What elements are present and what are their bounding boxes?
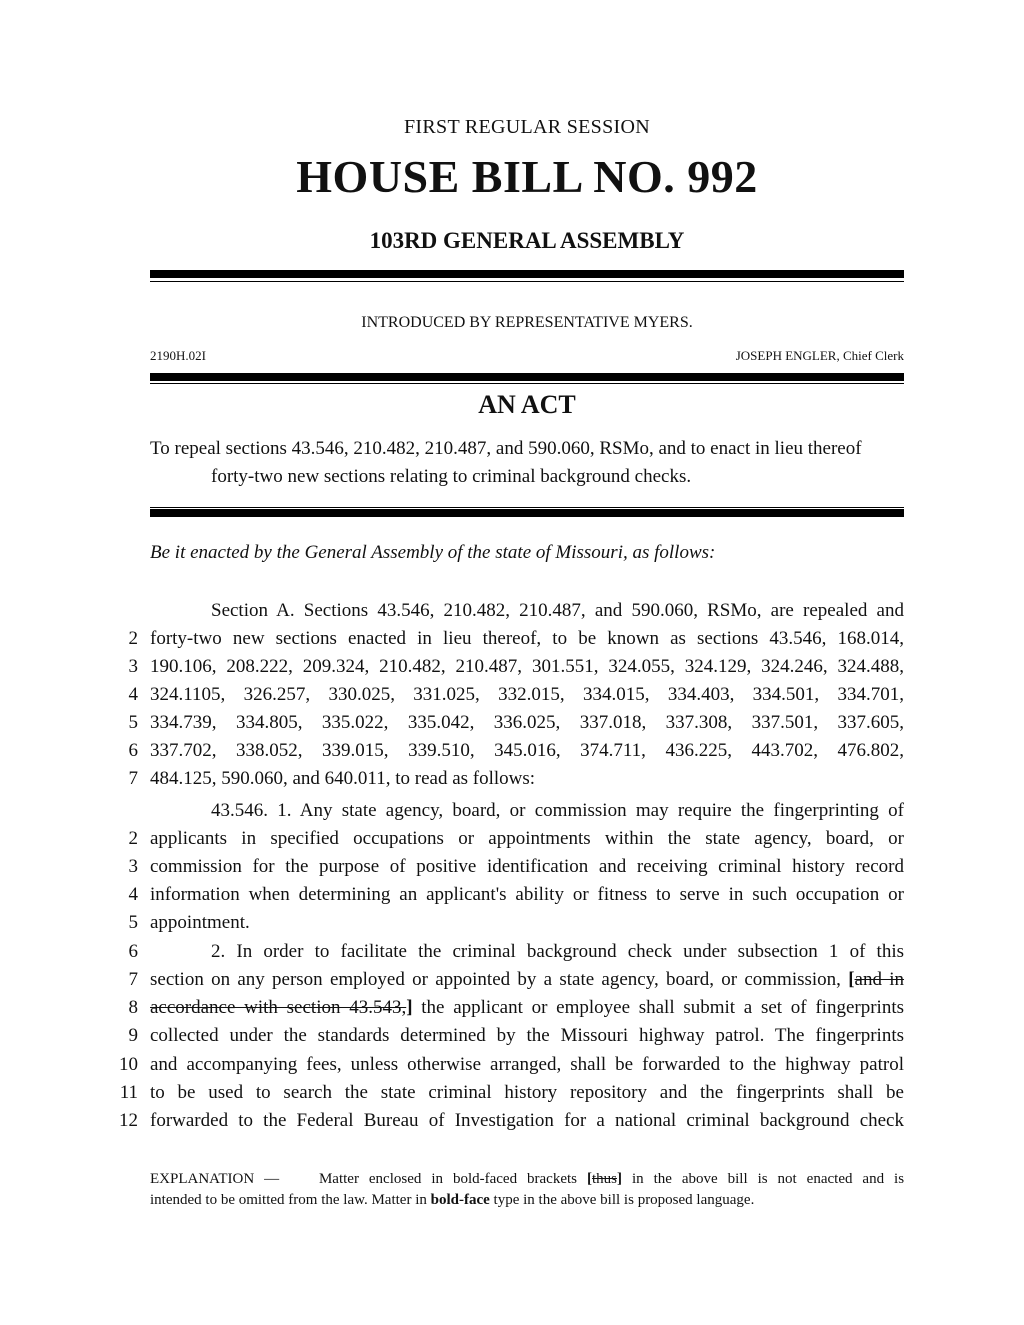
section-43-546-line: applicants in specified occupations or appointments within the state agency, board, or (150, 828, 904, 849)
line-text: section on any person employed or appointed by a state agency, board, or commission, (150, 969, 841, 990)
line-number: 10 (119, 1054, 138, 1075)
introduced-by: INTRODUCED BY REPRESENTATIVE MYERS. (361, 314, 693, 331)
act-rule-thin (150, 383, 904, 384)
line-number: 4 (128, 884, 138, 905)
line-number: 8 (128, 997, 138, 1018)
section-43-546-line: to be used to search the state criminal history repository and the fingerprints shall be (150, 1082, 904, 1103)
line-number: 12 (119, 1110, 138, 1131)
struck-text: accordance with section 43.543, (150, 997, 407, 1018)
line-number: 7 (128, 768, 138, 789)
section-a-line: 334.739, 334.805, 335.022, 335.042, 336.025, 337.018, 337.308, 337.501, 337.605, (150, 712, 904, 733)
line-number: 4 (128, 684, 138, 705)
struck-text: and in (854, 969, 905, 990)
enacting-clause: Be it enacted by the General Assembly of the state of Missouri, as follows: (150, 542, 716, 563)
section-43-546-line: appointment. (150, 912, 250, 933)
line-number: 3 (128, 856, 138, 877)
line-number: 6 (128, 941, 138, 962)
act-heading: AN ACT (478, 390, 576, 419)
line-number: 7 (128, 969, 138, 990)
struck-example: thus (591, 1171, 617, 1187)
section-43-546-line (150, 966, 904, 994)
section-43-546-line: 2. In order to facilitate the criminal background check under subsection 1 of this (211, 941, 904, 962)
line-number: 2 (128, 628, 138, 649)
section-a-line: 190.106, 208.222, 209.324, 210.482, 210.487, 301.551, 324.055, 324.129, 324.246, 324.488, (150, 656, 904, 677)
bracket-open: [ (848, 969, 855, 990)
title-rule-thin (150, 507, 904, 508)
explanation-label: EXPLANATION — (150, 1171, 280, 1187)
section-43-546-line: information when determining an applicant's ability or fitness to serve in such occupation or (150, 884, 904, 905)
line-number: 5 (128, 712, 138, 733)
section-a-line: Section A. Sections 43.546, 210.482, 210.487, and 590.060, RSMo, are repealed and (211, 600, 904, 621)
line-text: the applicant or employee shall submit a set of fingerprints (421, 997, 904, 1018)
explanation-text: in the above bill is not enacted and is (631, 1171, 905, 1187)
assembly-label: 103RD GENERAL ASSEMBLY (369, 228, 685, 253)
explanation-line-2 (150, 1190, 904, 1211)
section-43-546-line: and accompanying fees, unless otherwise arranged, shall be forwarded to the highway patrol (150, 1054, 904, 1075)
header-rule-thin (150, 281, 904, 282)
bold-face-example: bold-face (430, 1192, 490, 1208)
section-43-546-line (150, 994, 904, 1022)
line-number: 3 (128, 656, 138, 677)
act-title-line-2: forty-two new sections relating to criminal background checks. (211, 466, 692, 487)
section-a-line: 337.702, 338.052, 339.015, 339.510, 345.016, 374.711, 436.225, 443.702, 476.802, (150, 740, 904, 761)
act-title-line-1: To repeal sections 43.546, 210.482, 210.487, and 590.060, RSMo, and to enact in lieu thereof (150, 438, 862, 459)
section-43-546-line: collected under the standards determined by the Missouri highway patrol. The fingerprints (150, 1025, 904, 1046)
document-code: 2190H.02I (150, 348, 206, 363)
explanation-text: type in the above bill is proposed language. (493, 1192, 755, 1208)
explanation-text: intended to be omitted from the law. Matter in (150, 1192, 427, 1208)
bracket-open: [ (586, 1171, 592, 1187)
title-rule-thick (150, 509, 904, 517)
chief-clerk: JOSEPH ENGLER, Chief Clerk (735, 348, 904, 363)
explanation-line-1 (150, 1169, 904, 1190)
line-number: 11 (119, 1082, 138, 1103)
header-rule-thick (150, 270, 904, 278)
section-43-546-line: commission for the purpose of positive identification and receiving criminal history record (150, 856, 904, 877)
section-a-line: forty-two new sections enacted in lieu thereof, to be known as sections 43.546, 168.014, (150, 628, 904, 649)
section-a-line: 484.125, 590.060, and 640.011, to read as follows: (150, 768, 536, 789)
bracket-close: ] (406, 997, 413, 1018)
bracket-close: ] (617, 1171, 622, 1187)
section-a-line: 324.1105, 326.257, 330.025, 331.025, 332.015, 334.015, 334.403, 334.501, 334.701, (150, 684, 904, 705)
explanation-text: Matter enclosed in bold-faced brackets (318, 1171, 578, 1187)
section-43-546-line: forwarded to the Federal Bureau of Investigation for a national criminal background check (150, 1110, 904, 1131)
line-number: 5 (128, 912, 138, 933)
line-number: 2 (128, 828, 138, 849)
line-number: 6 (128, 740, 138, 761)
session-label: FIRST REGULAR SESSION (404, 116, 650, 138)
act-rule-thick (150, 373, 904, 381)
bill-number: HOUSE BILL NO. 992 (296, 151, 758, 202)
section-43-546-line: 43.546. 1. Any state agency, board, or commission may require the fingerprinting of (211, 800, 904, 821)
line-number: 9 (128, 1025, 138, 1046)
